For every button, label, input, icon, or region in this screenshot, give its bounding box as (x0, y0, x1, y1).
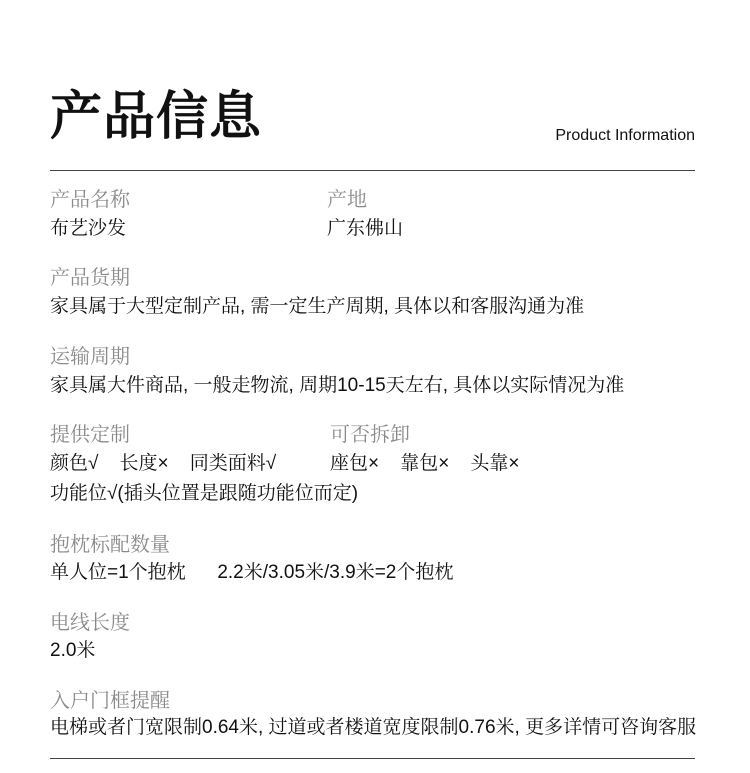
top-divider (50, 170, 695, 171)
pillows-value: 单人位=1个抱枕 2.2米/3.05米/3.9米=2个抱枕 (50, 562, 454, 583)
shipping-value: 家具属大件商品, 一般走物流, 周期10-15天左右, 具体以实际情况为准 (50, 375, 625, 396)
customization-label: 提供定制 (50, 424, 130, 446)
customization-note: 功能位√(插头位置是跟随功能位而定) (50, 483, 359, 504)
doorframe-label: 入户门框提醒 (50, 690, 170, 712)
page-subtitle: Product Information (555, 127, 695, 144)
doorframe-value: 电梯或者门宽限制0.64米, 过道或者楼道宽度限制0.76米, 更多详情可咨询客服 (50, 717, 697, 738)
page-title: 产品信息 (50, 88, 263, 146)
product-name-value: 布艺沙发 (50, 218, 127, 239)
bottom-divider (50, 758, 695, 759)
delivery-value: 家具属于大型定制产品, 需一定生产周期, 具体以和客服沟通为准 (50, 296, 585, 317)
origin-value: 广东佛山 (327, 218, 404, 239)
cable-value: 2.0米 (50, 640, 96, 661)
pillows-label: 抱枕标配数量 (50, 534, 170, 556)
customization-options: 颜色√ 长度× 同类面料√ (50, 453, 277, 474)
removable-label: 可否拆卸 (330, 424, 410, 446)
product-name-label: 产品名称 (50, 189, 130, 211)
removable-value: 座包× 靠包× 头靠× (330, 453, 520, 474)
delivery-label: 产品货期 (50, 267, 130, 289)
cable-label: 电线长度 (50, 612, 130, 634)
shipping-label: 运输周期 (50, 346, 130, 368)
origin-label: 产地 (327, 189, 367, 211)
